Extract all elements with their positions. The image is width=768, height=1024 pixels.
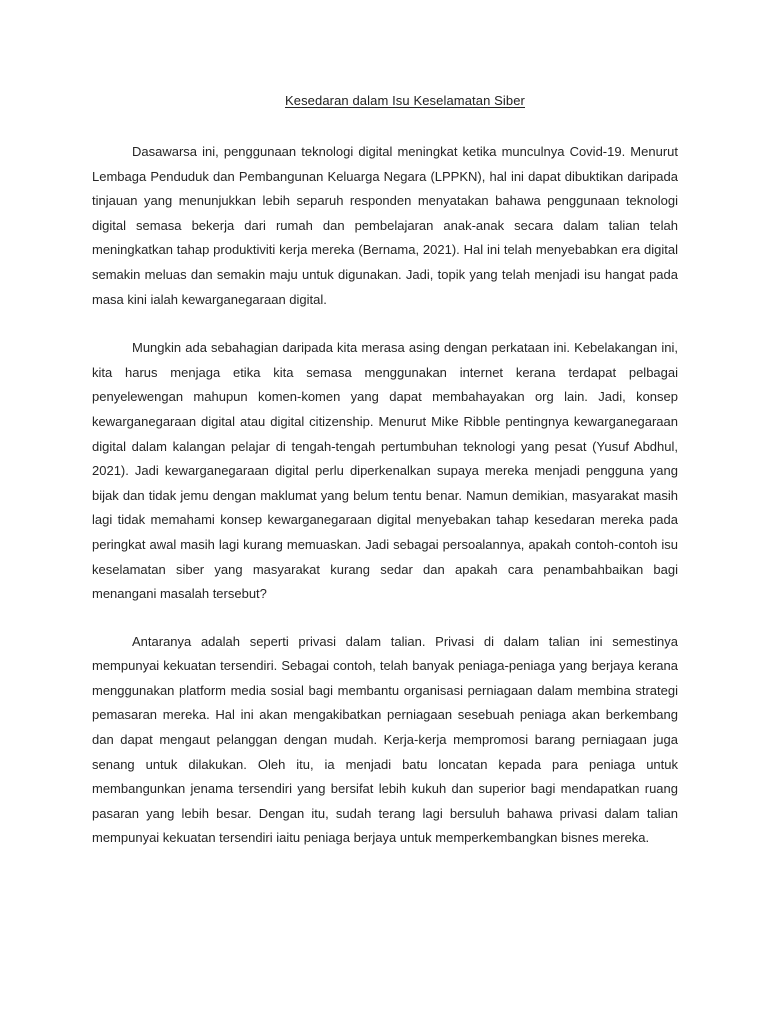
- document-title: Kesedaran dalam Isu Keselamatan Siber: [284, 93, 525, 108]
- paragraph-2: Mungkin ada sebahagian daripada kita merasa asing dengan perkataan ini. Kebelakangan ini, kita harus menjaga etika kita semasa menggunakan internet kerana terdapat pelbagai penyelewengan mahupun komen-komen yang dapat membahayakan org lain. Jadi, konsep kewarganegaraan digital atau digital citizenship. Menurut Mike Ribble pentingnya kewarganegaraan digital dalam kalangan pelajar di tengah-tengah pertumbuhan teknologi yang pesat (Yusuf Abdhul, 2021). Jadi kewarganegaraan digital perlu diperkenalkan supaya mereka menjadi pengguna yang bijak dan tidak jemu dengan maklumat yang belum tentu benar. Namun demikian, masyarakat masih lagi tidak memahami konsep kewarganegaraan digital menyebakan tahap kesedaran mereka pada peringkat awal masih lagi kurang memuaskan. Jadi sebagai persoalannya, apakah contoh-contoh isu keselamatan siber yang masyarakat kurang sedar dan apakah cara penambahbaikan bagi menangani masalah tersebut?: [92, 340, 678, 602]
- document-body: [92, 140, 678, 875]
- paragraph-1: Dasawarsa ini, penggunaan teknologi digital meningkat ketika munculnya Covid-19. Menurut Lembaga Penduduk dan Pembangunan Keluarga Negara (LPPKN), hal ini dapat dibuktikan daripada tinjauan yang menunjukkan lebih separuh responden menyatakan bahawa penggunaan teknologi digital semasa bekerja dari rumah dan pembelajaran anak-anak secara dalam talian telah meningkatkan tahap produktiviti kerja mereka (Bernama, 2021). Hal ini telah menyebabkan era digital semakin meluas dan semakin maju untuk digunakan. Jadi, topik yang telah menjadi isu hangat pada masa kini ialah kewarganegaraan digital.: [92, 144, 678, 307]
- paragraph-3: Antaranya adalah seperti privasi dalam talian. Privasi di dalam talian ini semestinya mempunyai kekuatan tersendiri. Sebagai contoh, telah banyak peniaga-peniaga yang berjaya kerana menggunakan platform media sosial bagi membantu organisasi perniagaan dalam membina strategi pemasaran mereka. Hal ini akan mengakibatkan perniagaan sesebuah peniaga akan berkembang dan dapat mengaut pelanggan dengan mudah. Kerja-kerja mempromosi barang perniagaan juga senang untuk dilakukan. Oleh itu, ia menjadi batu loncatan kepada para peniaga untuk membangunkan jenama tersendiri yang bersifat lebih kukuh dan superior bagi mendapatkan ruang pasaran yang lebih besar. Dengan itu, sudah terang lagi bersuluh bahawa privasi dalam talian mempunyai kekuatan tersendiri iaitu peniaga berjaya untuk memperkembangkan bisnes mereka.: [92, 633, 678, 846]
